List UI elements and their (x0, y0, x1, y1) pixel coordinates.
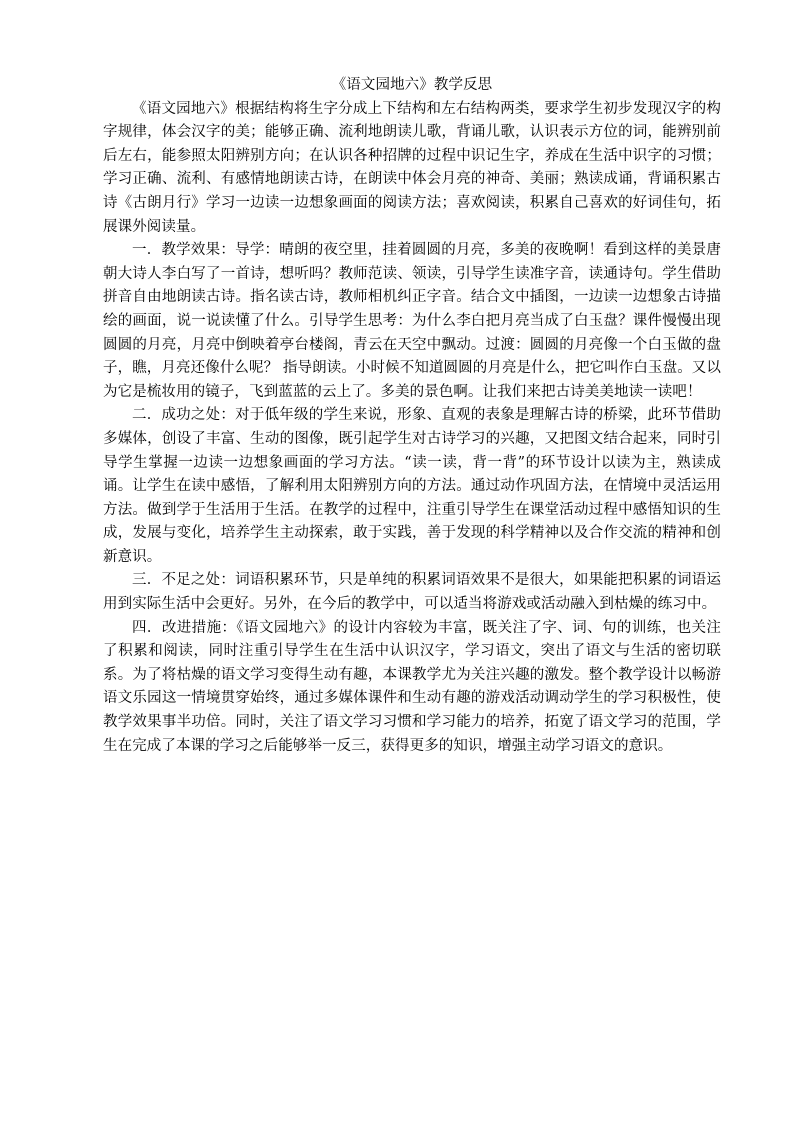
paragraph-teaching-effect: 一．教学效果：导学：晴朗的夜空里，挂着圆圆的月亮，多美的夜晚啊！看到这样的美景唐朝大诗人李白写了一首诗，想听吗？教师范读、领读，引导学生读准字音，读通诗句。学生借助拼音自由地朗读古诗。指名读古诗，教师相机纠正字音。结合文中插图，一边读一边想象古诗描绘的画面，说一说读懂了什么。引导学生思考：为什么李白把月亮当成了白玉盘？课件慢慢出现圆圆的月亮，月亮中倒映着亭台楼阁，青云在天空中飘动。过渡：圆圆的月亮像一个白玉做的盘子，瞧，月亮还像什么呢？ 指导朗读。小时候不知道圆圆的月亮是什么，把它叫作白玉盘。又以为它是梳妆用的镜子，飞到蓝蓝的云上了。多美的景色啊。让我们来把古诗美美地读一读吧！ (103, 242, 721, 400)
document-title: 《语文园地六》教学反思 (331, 77, 493, 93)
paragraph-shortcomings: 三．不足之处：词语积累环节，只是单纯的积累词语效果不是很大，如果能把积累的词语运用到实际生活中会更好。另外，在今后的教学中，可以适当将游戏或活动融入到枯燥的练习中。 (103, 572, 721, 613)
paragraph-objectives: 《语文园地六》根据结构将生字分成上下结构和左右结构两类，要求学生初步发现汉字的构字规律，体会汉字的美；能够正确、流利地朗读儿歌，背诵儿歌，认识表示方位的词，能辨别前后左右，能参照太阳辨别方向；在认识各种招牌的过程中识记生字，养成在生活中识字的习惯；学习正确、流利、有感情地朗读古诗，在朗读中体会月亮的神奇、美丽；熟读成诵，背诵积累古诗《古朗月行》学习一边读一边想象画面的阅读方法；喜欢阅读，积累自己喜欢的好词佳句，拓展课外阅读量。 (103, 100, 721, 235)
paragraph-improvements: 四．改进措施：《语文园地六》的设计内容较为丰富，既关注了字、词、句的训练，也关注了积累和阅读，同时注重引导学生在生活中认识汉字，学习语文，突出了语文与生活的密切联系。为了将枯燥的语文学习变得生动有趣，本课教学尤为关注兴趣的激发。整个教学设计以畅游语文乐园这一情境贯穿始终，通过多媒体课件和生动有趣的游戏活动调动学生的学习积极性，使教学效果事半功倍。同时，关注了语文学习习惯和学习能力的培养，拓宽了语文学习的范围，学生在完成了本课的学习之后能够举一反三，获得更多的知识，增强主动学习语文的意识。 (103, 619, 721, 754)
paragraph-successes: 二．成功之处：对于低年级的学生来说，形象、直观的表象是理解古诗的桥梁，此环节借助多媒体，创设了丰富、生动的图像，既引起学生对古诗学习的兴趣，又把图文结合起来，同时引导学生掌握一边读一边想象画面的学习方法。“读一读，背一背”的环节设计以读为主，熟读成诵。让学生在读中感悟，了解利用太阳辨别方向的方法。通过动作巩固方法，在情境中灵活运用方法。做到学于生活用于生活。在教学的过程中，注重引导学生在课堂活动过程中感悟知识的生成，发展与变化，培养学生主动探索，敢于实践，善于发现的科学精神以及合作交流的精神和创新意识。 (103, 407, 721, 565)
document-page (103, 74, 721, 758)
